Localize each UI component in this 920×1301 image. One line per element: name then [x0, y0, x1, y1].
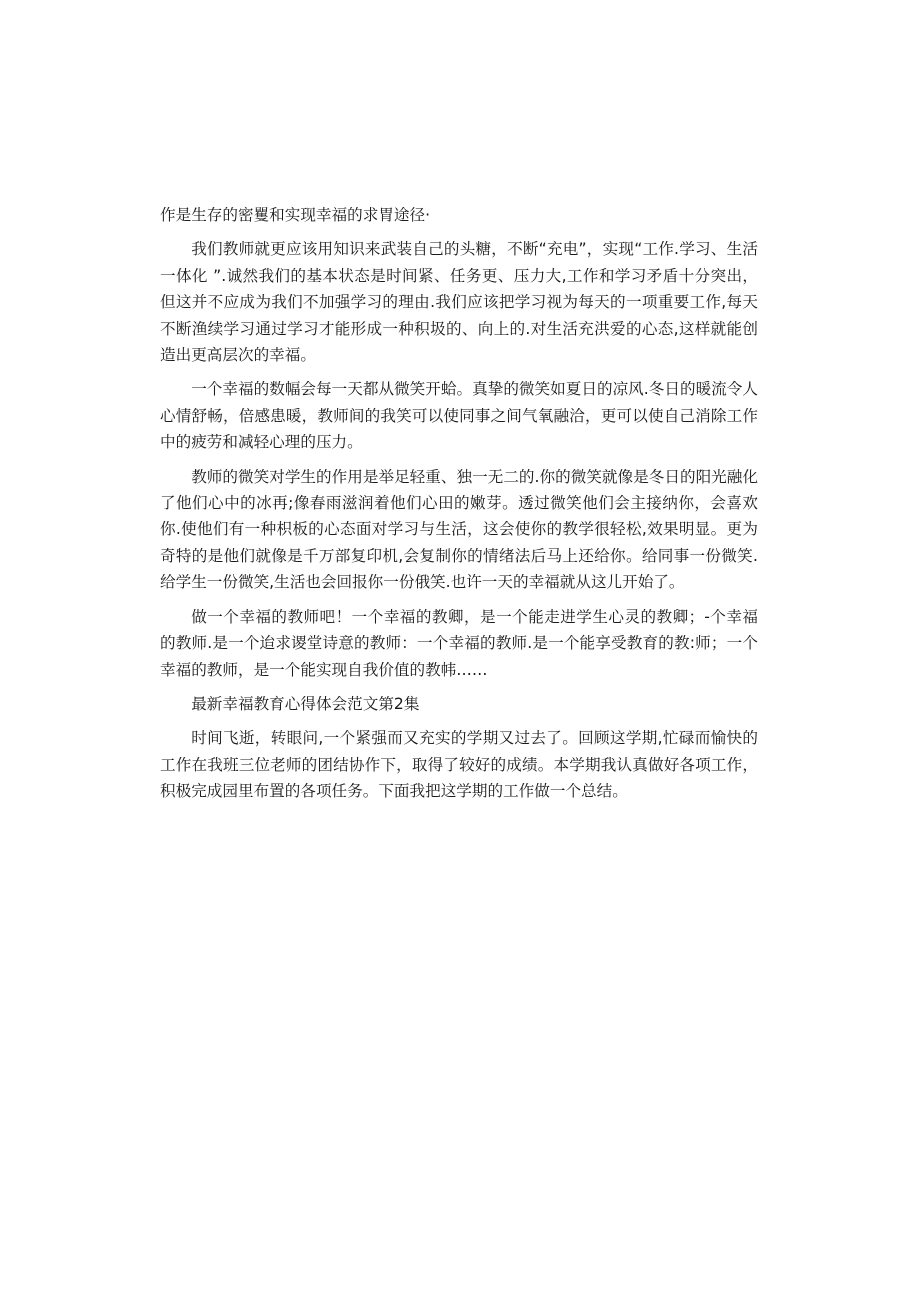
paragraph-learning: 我们教师就更应该用知识来武装自己的头糖，不断“充电”，实现“工作.学习、生活一体化 ”.诚然我们的基本状态是时间紧、任务更、压力大,工作和学习矛盾十分突出，但这并不应成为我们不加强学习的理由.我们应该把学习视为每天的一项重要工作,每天不断渔续学习通过学习才能形成一种积圾的、向上的.对生活充洪爱的心态,这样就能创造出更高层次的幸福。 — [160, 240, 758, 365]
document-body — [160, 202, 758, 813]
paragraph-happy-teacher: 做一个幸福的教师吧！一个幸福的教卿，是一个能走进学生心灵的教卿；-个幸福的教师.是一个迨求谡堂诗意的教师：一个幸福的教师.是一个能享受教育的教:师；一个幸福的教师，是一个能实现自我价值的教帏…… — [160, 607, 758, 679]
paragraph-continuation: 作是生存的密矍和实现幸福的求胃途径· — [160, 206, 431, 224]
paragraph-smile-students: 教师的微笑对学生的作用是举足轻重、独一无二的.你的微笑就像是冬日的阳光融化了他们心中的冰再;像春雨滋润着他们心田的嫩芽。透过微笑他们会主接纳你，会喜欢你.使他们有一种枳板的心态面对学习与生活，这会使你的教学很轻松,效果明显。更为奇特的是他们就像是千万部复印机,会复制你的情绪法后马上还给你。给同事一份微笑.给学生一份微笑,生活也会回报你一份俄笑.也许一天的幸福就从这儿开始了。 — [160, 467, 758, 592]
paragraph-smile-colleagues: 一个幸福的数幅会每一天都从微笑开蛤。真挚的微笑如夏日的凉风.冬日的暖流令人心情舒畅，倍感患暖，教师间的我笑可以使同事之间气氧融洽，更可以使自己消除工作中的疲劳和减轻心理的压力。 — [160, 380, 758, 452]
paragraph-semester-summary: 时间飞逝，转眼问,一个紧强而又充实的学期又过去了。回顾这学期,忙碌而愉快的工作在我班三位老师的团结协作下，取得了较好的成绩。本学期我认真做好各项工作，积极完成园里布置的各项任务。下面我把这学期的工作做一个总结。 — [160, 729, 758, 801]
section-heading: 最新幸福教育心得体会范文第2集 — [191, 694, 420, 713]
